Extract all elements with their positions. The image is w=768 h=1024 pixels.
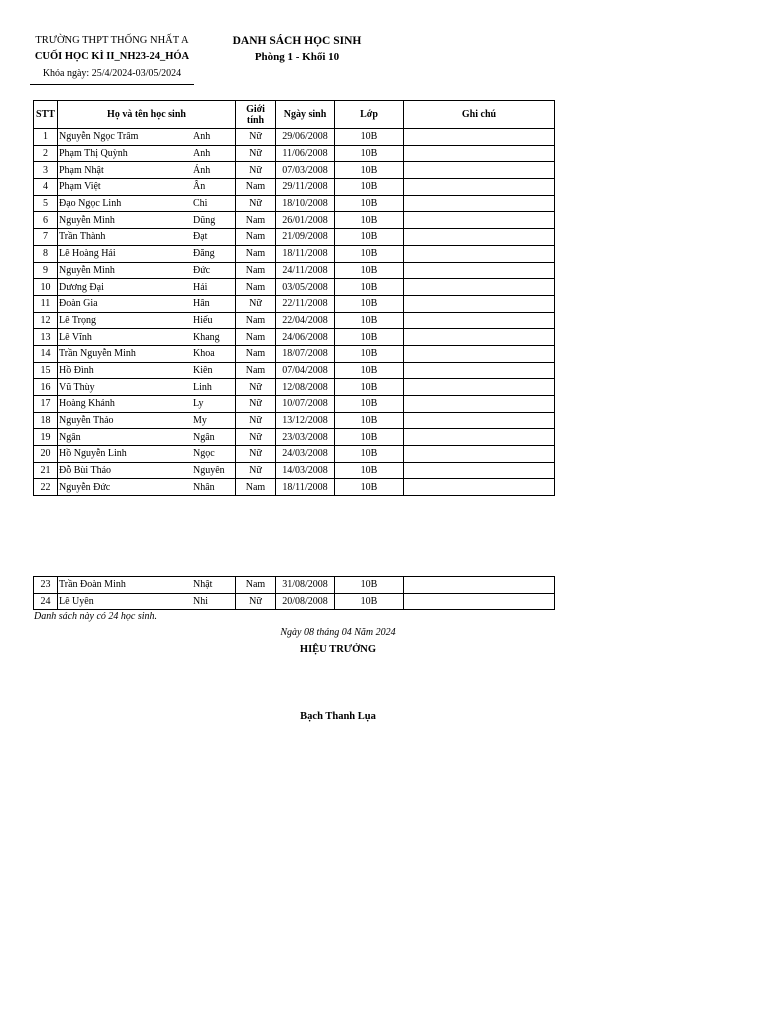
- row-first-name: Nhân: [193, 481, 215, 493]
- row-name: [58, 362, 236, 379]
- row-name: [58, 345, 236, 362]
- row-last-name: Nguyễn Minh: [59, 264, 115, 276]
- row-stt: 8: [34, 245, 58, 262]
- row-class: 10B: [335, 446, 404, 463]
- table-row: [34, 577, 555, 594]
- row-last-name: Lê Vĩnh: [59, 331, 92, 343]
- row-dob: 12/08/2008: [276, 379, 335, 396]
- row-last-name: Nguyễn Ngọc Trâm: [59, 131, 139, 143]
- row-class: 10B: [335, 162, 404, 179]
- row-gender: Nam: [236, 179, 276, 196]
- row-class: 10B: [335, 129, 404, 146]
- row-note: [404, 379, 555, 396]
- row-note: [404, 329, 555, 346]
- row-class: 10B: [335, 145, 404, 162]
- row-last-name: Dương Đại: [59, 281, 104, 293]
- row-dob: 14/03/2008: [276, 462, 335, 479]
- row-dob: 24/06/2008: [276, 329, 335, 346]
- row-last-name: Đạo Ngọc Linh: [59, 198, 122, 210]
- row-first-name: Hân: [193, 298, 210, 310]
- row-class: 10B: [335, 195, 404, 212]
- row-gender: Nam: [236, 312, 276, 329]
- row-last-name: Vũ Thùy: [59, 381, 95, 393]
- row-note: [404, 295, 555, 312]
- row-note: [404, 162, 555, 179]
- row-name: [58, 577, 236, 594]
- col-header-dob: Ngày sinh: [276, 101, 335, 129]
- row-stt: 16: [34, 379, 58, 396]
- document-title-block: [226, 33, 368, 66]
- row-gender: Nam: [236, 329, 276, 346]
- row-note: [404, 412, 555, 429]
- row-gender: Nữ: [236, 446, 276, 463]
- row-stt: 23: [34, 577, 58, 594]
- row-name: [58, 212, 236, 229]
- row-gender: Nam: [236, 479, 276, 496]
- row-class: 10B: [335, 345, 404, 362]
- row-last-name: Lê Trọng: [59, 314, 96, 326]
- row-gender: Nam: [236, 577, 276, 594]
- row-first-name: Ánh: [193, 164, 211, 176]
- row-note: [404, 145, 555, 162]
- table-row: [34, 462, 555, 479]
- row-note: [404, 462, 555, 479]
- row-name: [58, 429, 236, 446]
- row-class: 10B: [335, 462, 404, 479]
- row-stt: 13: [34, 329, 58, 346]
- row-class: 10B: [335, 362, 404, 379]
- row-note: [404, 479, 555, 496]
- table-row: [34, 412, 555, 429]
- row-gender: Nữ: [236, 129, 276, 146]
- row-name: [58, 262, 236, 279]
- row-gender: Nam: [236, 362, 276, 379]
- col-header-class: Lớp: [335, 101, 404, 129]
- table-row: [34, 262, 555, 279]
- principal-name: Bạch Thanh Lụa: [300, 711, 376, 722]
- row-stt: 12: [34, 312, 58, 329]
- row-dob: 22/11/2008: [276, 295, 335, 312]
- school-name: TRƯỜNG THPT THỐNG NHẤT A: [35, 35, 189, 46]
- row-note: [404, 195, 555, 212]
- row-first-name: Nhi: [193, 596, 208, 608]
- row-class: 10B: [335, 212, 404, 229]
- row-dob: 24/03/2008: [276, 446, 335, 463]
- row-dob: 29/06/2008: [276, 129, 335, 146]
- row-name: [58, 129, 236, 146]
- row-gender: Nữ: [236, 295, 276, 312]
- table-row: [34, 329, 555, 346]
- table-row: [34, 429, 555, 446]
- table-row: [34, 312, 555, 329]
- row-stt: 21: [34, 462, 58, 479]
- row-last-name: Nguyễn Thảo: [59, 415, 114, 427]
- row-stt: 2: [34, 145, 58, 162]
- row-note: [404, 245, 555, 262]
- row-first-name: Khoa: [193, 348, 215, 360]
- principal-title: HIỆU TRƯỞNG: [299, 644, 377, 655]
- row-dob: 22/04/2008: [276, 312, 335, 329]
- row-gender: Nữ: [236, 396, 276, 413]
- row-name: [58, 479, 236, 496]
- table-row: [34, 195, 555, 212]
- row-dob: 26/01/2008: [276, 212, 335, 229]
- row-class: 10B: [335, 379, 404, 396]
- table-row: [34, 179, 555, 196]
- row-dob: 18/07/2008: [276, 345, 335, 362]
- row-class: 10B: [335, 396, 404, 413]
- row-first-name: Ngân: [193, 431, 215, 443]
- row-first-name: Ngọc: [193, 448, 215, 460]
- row-name: [58, 593, 236, 610]
- row-name: [58, 179, 236, 196]
- row-class: 10B: [335, 329, 404, 346]
- row-stt: 7: [34, 229, 58, 246]
- row-stt: 19: [34, 429, 58, 446]
- row-stt: 22: [34, 479, 58, 496]
- row-first-name: Dũng: [193, 214, 216, 226]
- row-name: [58, 162, 236, 179]
- row-name: [58, 329, 236, 346]
- row-last-name: Hoàng Khánh: [59, 398, 115, 410]
- row-first-name: Ân: [193, 181, 206, 193]
- row-gender: Nữ: [236, 195, 276, 212]
- row-class: 10B: [335, 479, 404, 496]
- row-last-name: Phạm Thị Quỳnh: [59, 148, 128, 160]
- row-class: 10B: [335, 262, 404, 279]
- table-row: [34, 162, 555, 179]
- row-first-name: My: [193, 415, 207, 427]
- row-class: 10B: [335, 577, 404, 594]
- table-row: [34, 229, 555, 246]
- row-last-name: Nguyễn Đức: [59, 481, 111, 493]
- row-stt: 6: [34, 212, 58, 229]
- col-header-name: Họ và tên học sinh: [58, 101, 236, 129]
- row-last-name: Trần Đoàn Minh: [59, 579, 126, 591]
- row-gender: Nam: [236, 345, 276, 362]
- row-dob: 18/11/2008: [276, 245, 335, 262]
- row-name: [58, 145, 236, 162]
- row-first-name: Chi: [193, 198, 208, 210]
- row-name: [58, 295, 236, 312]
- row-dob: 31/08/2008: [276, 577, 335, 594]
- row-last-name: Hồ Nguyễn Linh: [59, 448, 127, 460]
- row-note: [404, 229, 555, 246]
- row-class: 10B: [335, 295, 404, 312]
- row-first-name: Ly: [193, 398, 204, 410]
- row-note: [404, 593, 555, 610]
- row-last-name: Trần Thành: [59, 231, 106, 243]
- row-class: 10B: [335, 593, 404, 610]
- row-name: [58, 446, 236, 463]
- row-name: [58, 396, 236, 413]
- row-class: 10B: [335, 229, 404, 246]
- row-last-name: Trần Nguyễn Minh: [59, 348, 136, 360]
- row-name: [58, 195, 236, 212]
- row-note: [404, 312, 555, 329]
- row-first-name: Linh: [193, 381, 212, 393]
- room-label: Phòng 1 - Khối 10: [254, 51, 340, 63]
- row-dob: 13/12/2008: [276, 412, 335, 429]
- row-dob: 07/04/2008: [276, 362, 335, 379]
- row-gender: Nam: [236, 212, 276, 229]
- row-note: [404, 446, 555, 463]
- row-note: [404, 179, 555, 196]
- school-header: [30, 33, 194, 85]
- row-stt: 20: [34, 446, 58, 463]
- table-row: [34, 129, 555, 146]
- col-header-stt: STT: [34, 101, 58, 129]
- row-note: [404, 396, 555, 413]
- row-first-name: Kiên: [193, 364, 213, 376]
- row-gender: Nữ: [236, 379, 276, 396]
- row-dob: 18/11/2008: [276, 479, 335, 496]
- table-row: [34, 245, 555, 262]
- row-stt: 24: [34, 593, 58, 610]
- col-header-note: Ghi chú: [404, 101, 555, 129]
- row-gender: Nam: [236, 279, 276, 296]
- row-dob: 23/03/2008: [276, 429, 335, 446]
- row-note: [404, 262, 555, 279]
- row-note: [404, 362, 555, 379]
- table-row: [34, 446, 555, 463]
- row-last-name: Đoàn Gia: [59, 298, 98, 310]
- signing-date: Ngày 08 tháng 04 Năm 2024: [280, 627, 396, 638]
- row-gender: Nữ: [236, 429, 276, 446]
- row-dob: 20/08/2008: [276, 593, 335, 610]
- row-class: 10B: [335, 429, 404, 446]
- row-class: 10B: [335, 312, 404, 329]
- row-gender: Nữ: [236, 145, 276, 162]
- row-stt: 9: [34, 262, 58, 279]
- row-last-name: Lê Hoàng Hải: [59, 248, 116, 260]
- count-note: Danh sách này có 24 học sinh.: [34, 611, 158, 622]
- row-last-name: Hồ Đình: [59, 364, 94, 376]
- table-row: [34, 279, 555, 296]
- row-gender: Nữ: [236, 412, 276, 429]
- row-dob: 11/06/2008: [276, 145, 335, 162]
- row-first-name: Khang: [193, 331, 220, 343]
- row-last-name: Ngân: [59, 431, 81, 443]
- row-gender: Nam: [236, 245, 276, 262]
- table-row: [34, 362, 555, 379]
- table-row: [34, 396, 555, 413]
- exam-name: CUỐI HỌC KÌ II_NH23-24_HÓA: [34, 51, 190, 62]
- row-dob: 21/09/2008: [276, 229, 335, 246]
- row-stt: 3: [34, 162, 58, 179]
- row-dob: 07/03/2008: [276, 162, 335, 179]
- row-dob: 24/11/2008: [276, 262, 335, 279]
- row-note: [404, 279, 555, 296]
- student-table: [33, 100, 555, 496]
- row-first-name: Đạt: [193, 231, 208, 243]
- row-last-name: Phạm Nhật: [59, 164, 104, 176]
- table-row: [34, 145, 555, 162]
- row-class: 10B: [335, 279, 404, 296]
- row-note: [404, 345, 555, 362]
- row-gender: Nữ: [236, 162, 276, 179]
- row-dob: 03/05/2008: [276, 279, 335, 296]
- row-class: 10B: [335, 245, 404, 262]
- row-gender: Nữ: [236, 593, 276, 610]
- row-class: 10B: [335, 412, 404, 429]
- row-note: [404, 429, 555, 446]
- row-name: [58, 279, 236, 296]
- col-header-gender: Giới tính: [236, 101, 276, 129]
- row-first-name: Đức: [193, 264, 211, 276]
- row-last-name: Phạm Việt: [59, 181, 101, 193]
- row-last-name: Đỗ Bùi Thảo: [59, 465, 112, 477]
- row-name: [58, 245, 236, 262]
- row-first-name: Đăng: [193, 248, 215, 260]
- row-note: [404, 577, 555, 594]
- table-header-row: [34, 101, 555, 129]
- row-dob: 29/11/2008: [276, 179, 335, 196]
- table-row: [34, 379, 555, 396]
- row-note: [404, 212, 555, 229]
- row-first-name: Nguyên: [193, 465, 225, 477]
- row-first-name: Anh: [193, 131, 211, 143]
- row-stt: 11: [34, 295, 58, 312]
- row-first-name: Hiếu: [193, 314, 213, 326]
- row-dob: 18/10/2008: [276, 195, 335, 212]
- row-name: [58, 312, 236, 329]
- row-gender: Nam: [236, 262, 276, 279]
- student-table-continued: [33, 576, 555, 610]
- row-name: [58, 412, 236, 429]
- table-row: [34, 593, 555, 610]
- row-stt: 15: [34, 362, 58, 379]
- row-stt: 5: [34, 195, 58, 212]
- table-row: [34, 345, 555, 362]
- row-stt: 1: [34, 129, 58, 146]
- row-name: [58, 379, 236, 396]
- course-dates: Khóa ngày: 25/4/2024-03/05/2024: [30, 66, 194, 85]
- row-name: [58, 229, 236, 246]
- row-gender: Nữ: [236, 462, 276, 479]
- row-class: 10B: [335, 179, 404, 196]
- document-title: DANH SÁCH HỌC SINH: [232, 35, 362, 47]
- row-stt: 10: [34, 279, 58, 296]
- row-first-name: Anh: [193, 148, 211, 160]
- row-stt: 4: [34, 179, 58, 196]
- row-dob: 10/07/2008: [276, 396, 335, 413]
- row-last-name: Nguyễn Minh: [59, 214, 115, 226]
- row-last-name: Lê Uyên: [59, 596, 94, 608]
- row-stt: 14: [34, 345, 58, 362]
- row-first-name: Hải: [193, 281, 208, 293]
- table-row: [34, 212, 555, 229]
- table-row: [34, 295, 555, 312]
- row-note: [404, 129, 555, 146]
- row-stt: 17: [34, 396, 58, 413]
- row-stt: 18: [34, 412, 58, 429]
- row-name: [58, 462, 236, 479]
- table-row: [34, 479, 555, 496]
- row-first-name: Nhật: [193, 579, 213, 591]
- row-gender: Nam: [236, 229, 276, 246]
